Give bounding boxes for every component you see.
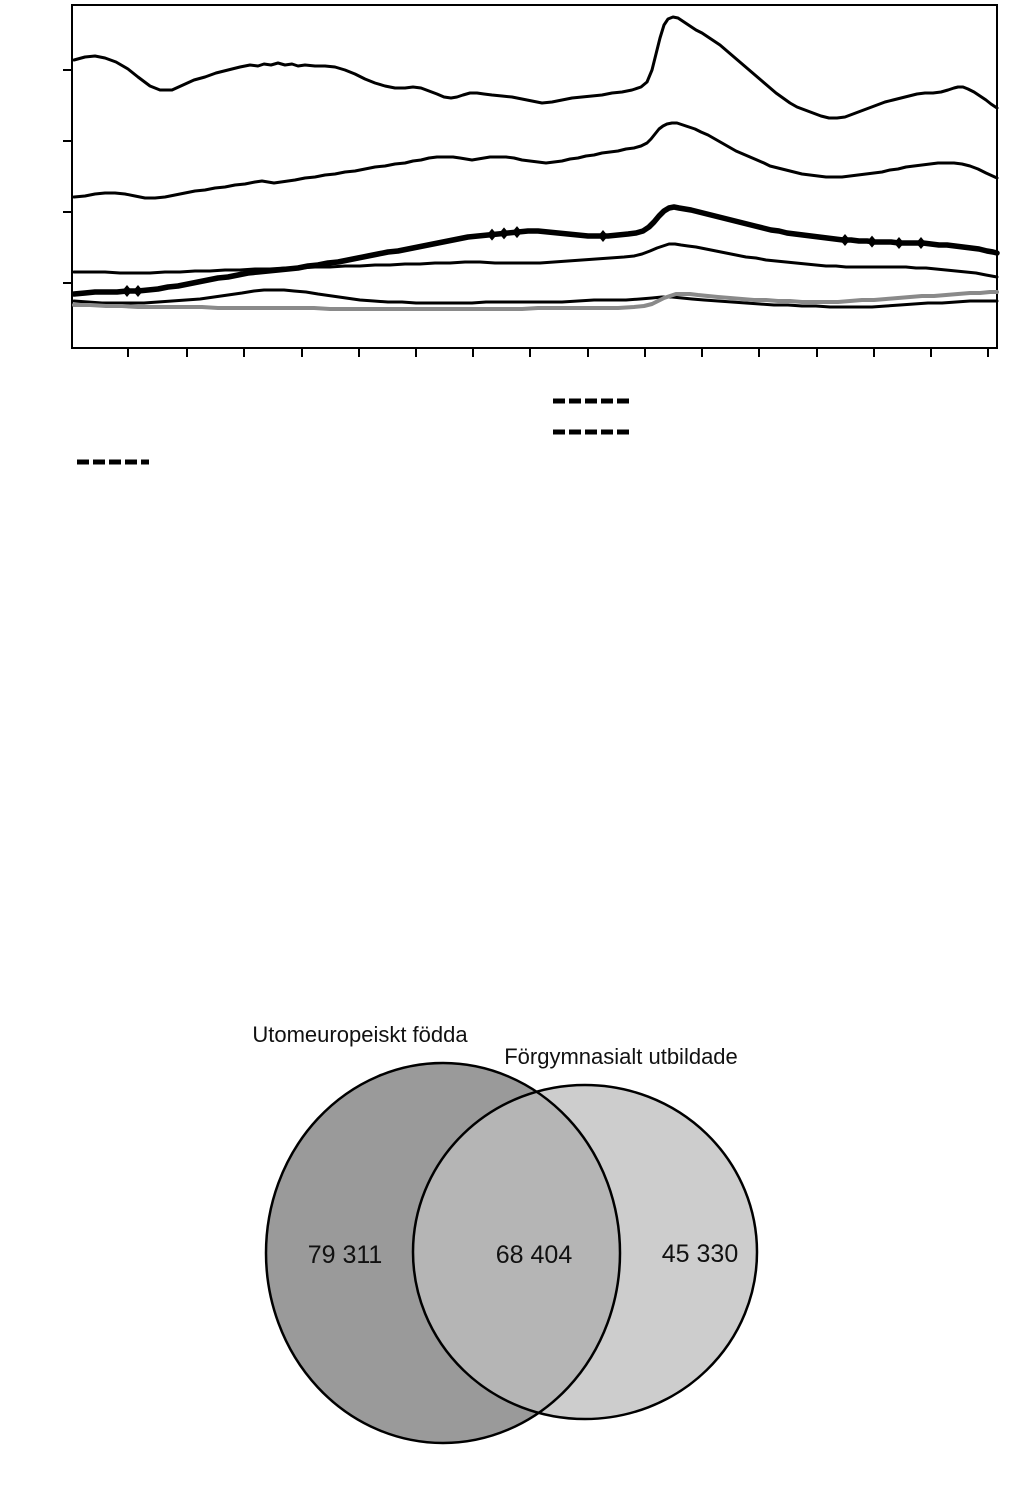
venn-right-count: 45 330 [661, 1240, 739, 1268]
line-3-thick-with-markers-marker [512, 226, 522, 238]
venn-left-count: 79 311 [307, 1241, 383, 1269]
line-3-thick-with-markers-marker [499, 227, 509, 239]
venn-diagram [252, 1022, 757, 1443]
line-3-thick-with-markers-marker [916, 237, 926, 249]
line-3-thick-with-markers-marker [133, 285, 143, 297]
line-1-top [74, 17, 997, 118]
line-3-thick-with-markers-marker [598, 230, 608, 242]
chart-series [74, 17, 997, 309]
venn-left-set-label: Utomeuropeiskt födda [252, 1022, 468, 1047]
line-3-thick-with-markers [74, 207, 997, 294]
legend-dash-keys [77, 401, 629, 462]
line-chart [63, 5, 997, 357]
line-3-thick-with-markers-marker [867, 236, 877, 248]
line-2 [74, 123, 997, 198]
venn-intersection-count: 68 404 [495, 1241, 573, 1269]
venn-right-set-label: Förgymnasialt utbildade [504, 1044, 738, 1069]
axis-ticks [63, 70, 988, 357]
line-3-thick-with-markers-marker [487, 229, 497, 241]
line-3-thick-with-markers-marker [894, 237, 904, 249]
line-3-thick-with-markers-marker [122, 285, 132, 297]
line-4 [74, 244, 997, 277]
line-3-thick-with-markers-marker [840, 234, 850, 246]
